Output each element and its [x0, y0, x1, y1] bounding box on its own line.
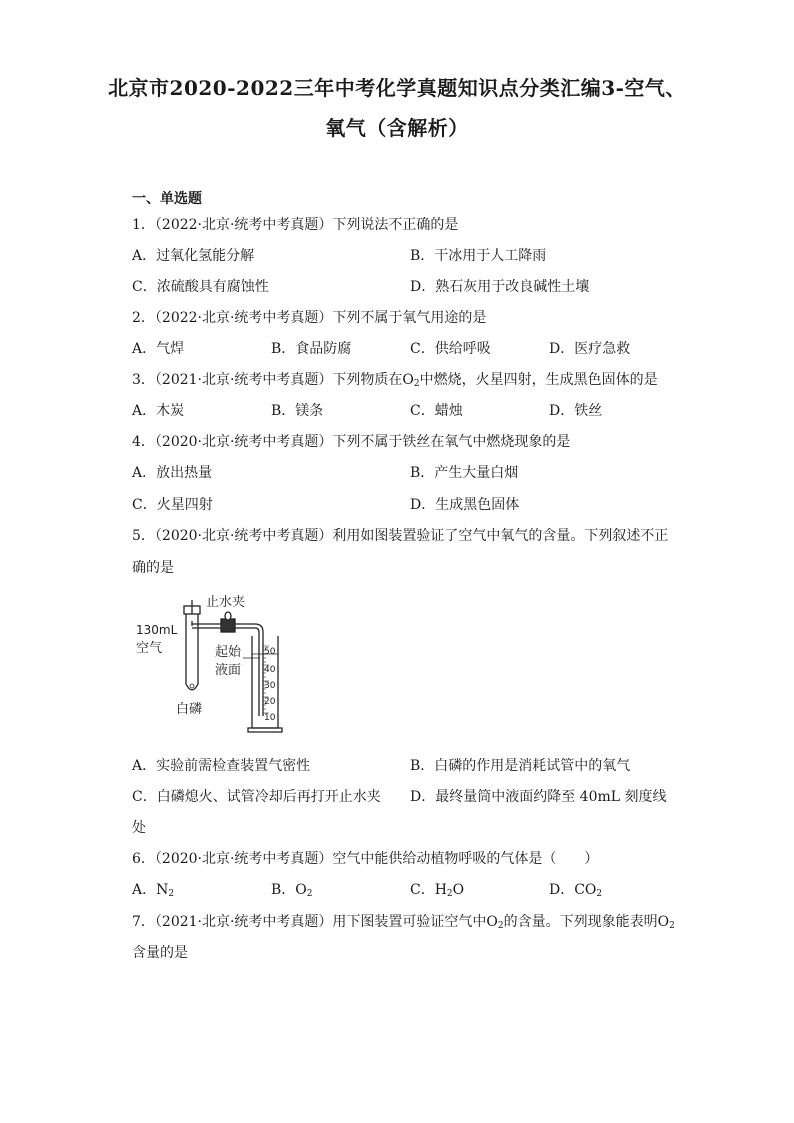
tick-label: 30	[264, 681, 276, 691]
question-2-option-a: A．气焊	[132, 341, 185, 357]
question-5-option-c: C．白磷熄火、试管冷却后再打开止水夹	[132, 789, 381, 805]
phosphorus-label: 白磷	[176, 702, 203, 717]
question-5-stem-line-1: 5．（2020·北京·统考中考真题）利用如图装置验证了空气中氧气的含量。下列叙述不正	[132, 528, 669, 544]
question-1-stem: 1．（2022·北京·统考中考真题）下列说法不正确的是	[132, 217, 459, 233]
document-title-line-2: 氧气（含解析）	[325, 116, 469, 140]
question-4-option-b: B．产生大量白烟	[410, 465, 519, 481]
tick-label: 10	[264, 713, 276, 723]
question-6-option-b: B．$O_2$	[271, 882, 313, 899]
question-2-stem: 2．（2022·北京·统考中考真题）下列不属于氧气用途的是	[132, 310, 487, 326]
question-2-option-d: D．医疗急救	[549, 341, 631, 357]
question-4-stem: 4．（2020·北京·统考中考真题）下列不属于铁丝在氧气中燃烧现象的是	[132, 434, 571, 450]
question-5-option-d: D．最终量筒中液面约降至 40mL 刻度线	[410, 789, 667, 805]
question-3-option-a: A．木炭	[132, 403, 185, 419]
question-2-option-b: B．食品防腐	[271, 341, 352, 357]
question-3-option-d: D．铁丝	[549, 403, 603, 419]
question-7-stem-line-2: 含量的是	[132, 945, 188, 961]
question-4-option-a: A．放出热量	[132, 465, 213, 481]
question-6-stem: 6．（2020·北京·统考中考真题）空气中能供给动植物呼吸的气体是（ ）	[132, 851, 599, 867]
oxygen-content-apparatus-figure	[130, 588, 300, 738]
question-4-option-d: D．生成黑色固体	[410, 497, 520, 513]
question-6-option-a: A．$N_2$	[132, 882, 175, 899]
question-1-option-a: A．过氧化氢能分解	[132, 248, 255, 264]
question-5-stem-line-2: 确的是	[132, 560, 174, 576]
tick-label: 50	[264, 647, 276, 657]
tick-label: 20	[264, 697, 276, 707]
question-1-option-d: D．熟石灰用于改良碱性土壤	[410, 279, 590, 295]
question-1-option-b: B．干冰用于人工降雨	[410, 248, 547, 264]
question-5-option-d-continued: 处	[132, 820, 146, 836]
question-3-option-b: B．镁条	[271, 403, 324, 419]
question-3-option-c: C．蜡烛	[410, 403, 463, 419]
question-7-stem-line-1: 7．（2021·北京·统考中考真题）用下图装置可验证空气中$O_2$的含量。下列现象能表明$O_2$	[132, 914, 675, 931]
water-clamp	[221, 619, 235, 632]
question-5-option-b: B．白磷的作用是消耗试管中的氧气	[410, 758, 631, 774]
question-6-option-d: D．$CO_2$	[549, 882, 603, 899]
air-label: 空气	[136, 641, 163, 656]
tick-label: 40	[264, 665, 276, 675]
start-level-label-2: 液面	[215, 663, 242, 678]
volume-label: 130mL	[136, 623, 178, 637]
question-6-option-c: C．$H_2O$	[410, 882, 465, 899]
question-1-option-c: C．浓硫酸具有腐蚀性	[132, 279, 269, 295]
document-title-line-1: 北京市2020-2022三年中考化学真题知识点分类汇编3-空气、	[108, 76, 686, 100]
white-phosphorus	[190, 684, 194, 688]
question-3-stem: 3．（2021·北京·统考中考真题）下列物质在$O_2$中燃烧，火星四射，生成黑色固体的是	[132, 372, 658, 389]
question-4-option-c: C．火星四射	[132, 497, 213, 513]
question-5-option-a: A．实验前需检查装置气密性	[132, 758, 311, 774]
question-2-option-c: C．供给呼吸	[410, 341, 491, 357]
start-level-label-1: 起始	[215, 645, 242, 660]
section-heading: 一、单选题	[132, 191, 202, 207]
clamp-label: 止水夹	[206, 595, 246, 610]
